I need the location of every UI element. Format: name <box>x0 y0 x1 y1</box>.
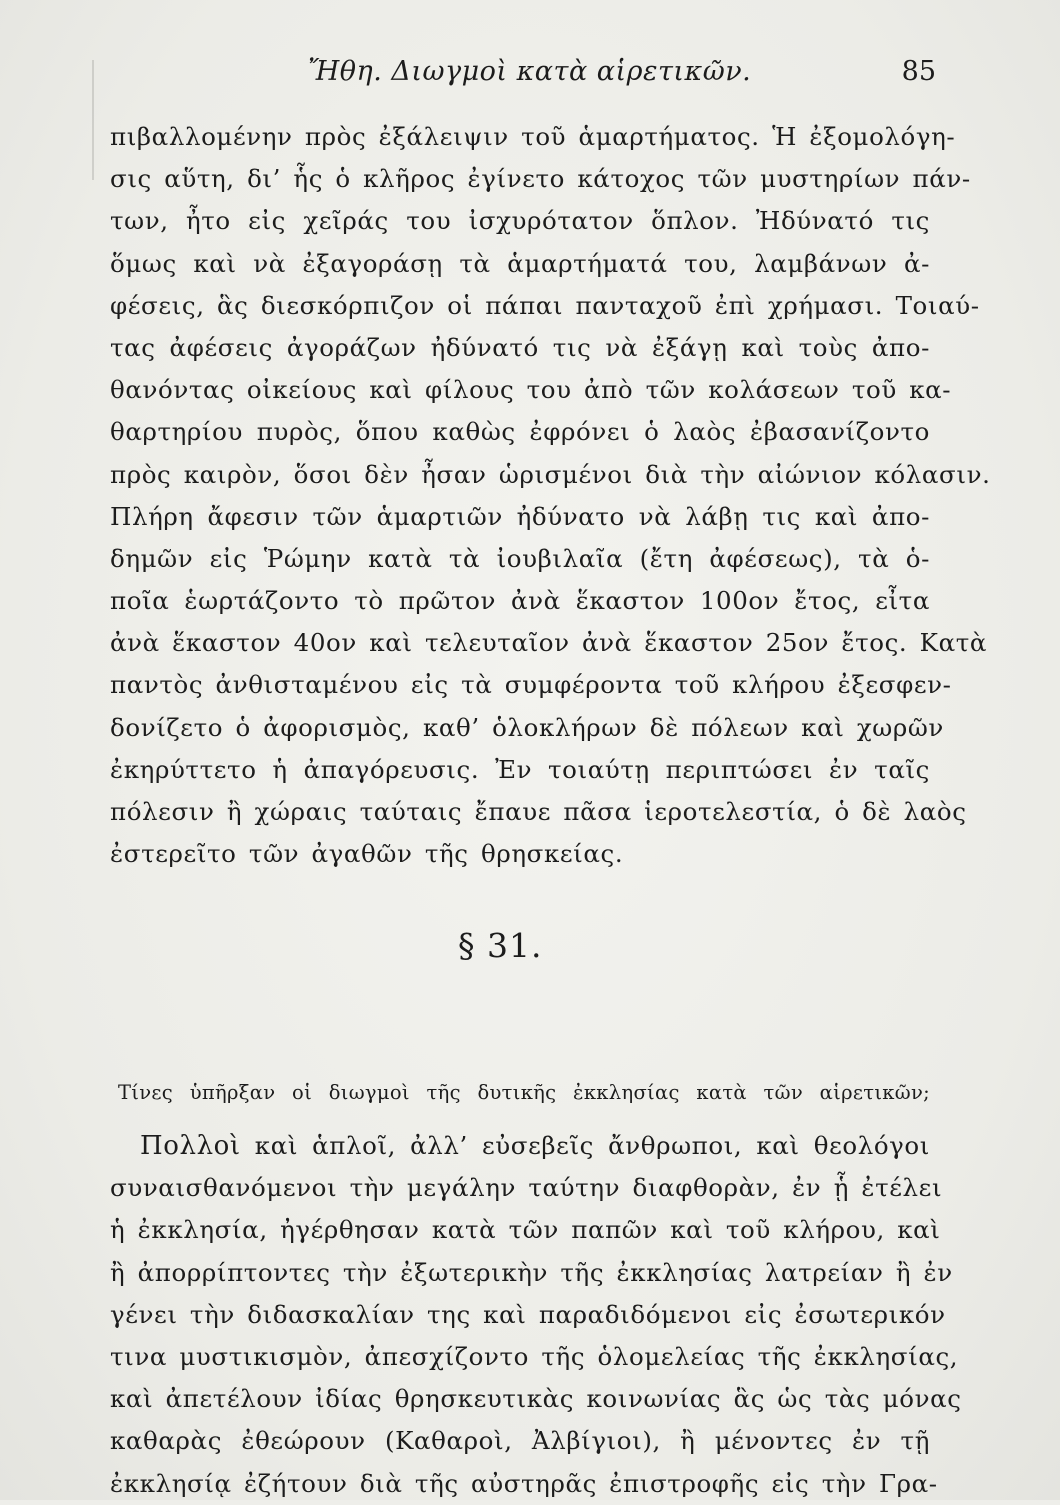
text-line: ἡ ἐκκλησία, ἠγέρθησαν κατὰ τῶν παπῶν καὶ τοῦ κλήρου, καὶ <box>110 1215 941 1245</box>
text-line: πιβαλλομένην πρὸς ἐξάλειψιν τοῦ ἁμαρτήματος. Ἡ ἐξομολόγη- <box>110 122 956 151</box>
text-line: φέσεις, ἃς διεσκόρπιζον οἱ πάπαι πανταχοῦ ἐπὶ χρήμασι. Τοιαύ- <box>110 290 980 320</box>
text-line: θανόντας οἰκείους καὶ φίλους του ἀπὸ τῶν κολάσεων τοῦ κα- <box>110 375 952 405</box>
page-edge-shadow <box>92 60 94 180</box>
text-line: ἐκκλησίᾳ ἐζήτουν διὰ τῆς αὐστηρᾶς ἐπιστροφῆς εἰς τὴν Γρα- <box>110 1468 938 1498</box>
text-line: δονίζετο ὁ ἀφορισμὸς, καθ’ ὁλοκλήρων δὲ πόλεων καὶ χωρῶν <box>110 712 944 742</box>
text-line: πρὸς καιρὸν, ὅσοι δὲν ἦσαν ὡρισμένοι διὰ τὴν αἰώνιον κόλασιν. <box>110 459 991 489</box>
text-line: δημῶν εἰς Ῥώμην κατὰ τὰ ἰουβιλαῖα (ἔτη ἀφέσεως), τὰ ὁ- <box>110 543 930 573</box>
text-line: παντὸς ἀνθισταμένου εἰς τὰ συμφέροντα τοῦ κλήρου ἐξεσφεν- <box>110 670 952 700</box>
page-number: 85 <box>901 56 936 87</box>
text-line: πόλεσιν ἢ χώραις ταύταις ἔπαυε πᾶσα ἱεροτελεστία, ὁ δὲ λαὸς <box>110 797 967 826</box>
paragraph-2 <box>110 1125 962 1505</box>
first-line-rest: καὶ ἁπλοῖ, ἀλλ’ εὐσεβεῖς ἄνθρωποι, καὶ θεολόγοι <box>240 1131 930 1160</box>
text-line: ἢ ἀπορρίπτοντες τὴν ἐξωτερικὴν τῆς ἐκκλησίας λατρείαν ἢ ἐν <box>110 1257 953 1287</box>
text-line: τινα μυστικισμὸν, ἀπεσχίζοντο τῆς ὁλομελείας τῆς ἐκκλησίας, <box>110 1341 959 1371</box>
text-line: ποῖα ἑωρτάζοντο τὸ πρῶτον ἀνὰ ἕκαστον 100ον ἔτος, εἶτα <box>110 586 930 616</box>
paragraph-1 <box>110 116 991 875</box>
paragraph-lead-word: Πολλοὶ <box>140 1131 241 1161</box>
text-line: Πλήρη ἄφεσιν τῶν ἁμαρτιῶν ἠδύνατο νὰ λάβῃ τις καὶ ἀπο- <box>110 501 930 531</box>
text-line: θαρτηρίου πυρὸς, ὅπου καθὼς ἐφρόνει ὁ λαὸς ἐβασανίζοντο <box>110 417 930 447</box>
text-line-first <box>110 1125 930 1167</box>
text-line: ἐστερεῖτο τῶν ἀγαθῶν τῆς θρησκείας. <box>110 839 624 869</box>
section-question: Τίνες ὑπῆρξαν οἱ διωγμοὶ τῆς δυτικῆς ἐκκλησίας κατὰ τῶν αἱρετικῶν; <box>118 1081 930 1104</box>
header-title: Ἤθη. Διωγμοὶ κατὰ αἱρετικῶν. <box>308 56 752 87</box>
text-line: ἀνὰ ἕκαστον 40ον καὶ τελευταῖον ἀνὰ ἕκαστον 25ον ἔτος. Κατὰ <box>110 628 988 658</box>
text-line: γένει τὴν διδασκαλίαν της καὶ παραδιδόμενοι εἰς ἐσωτερικόν <box>110 1299 946 1329</box>
text-line: τας ἀφέσεις ἀγοράζων ἠδύνατό τις νὰ ἐξάγῃ καὶ τοὺς ἀπο- <box>110 332 930 362</box>
text-line: ἐκηρύττετο ἡ ἀπαγόρευσις. Ἐν τοιαύτῃ περιπτώσει ἐν ταῖς <box>110 754 930 784</box>
running-header <box>100 52 936 96</box>
text-line: των, ἦτο εἰς χεῖράς του ἰσχυρότατον ὅπλον. Ἠδύνατό τις <box>110 206 930 236</box>
section-heading: § 31. <box>458 926 543 965</box>
text-line: καθαρὰς ἐθεώρουν (Καθαροὶ, Ἀλβίγιοι), ἢ μένοντες ἐν τῇ <box>110 1426 930 1456</box>
text-line: σις αὕτη, δι’ ἧς ὁ κλῆρος ἐγίνετο κάτοχος τῶν μυστηρίων πάν- <box>110 164 971 194</box>
text-line: ὅμως καὶ νὰ ἐξαγοράσῃ τὰ ἁμαρτήματά του, λαμβάνων ἀ- <box>110 248 930 278</box>
text-line: καὶ ἀπετέλουν ἰδίας θρησκευτικὰς κοινωνίας ἃς ὡς τὰς μόνας <box>110 1384 962 1414</box>
text-line: συναισθανόμενοι τὴν μεγάλην ταύτην διαφθορὰν, ἐν ᾗ ἐτέλει <box>110 1173 943 1203</box>
